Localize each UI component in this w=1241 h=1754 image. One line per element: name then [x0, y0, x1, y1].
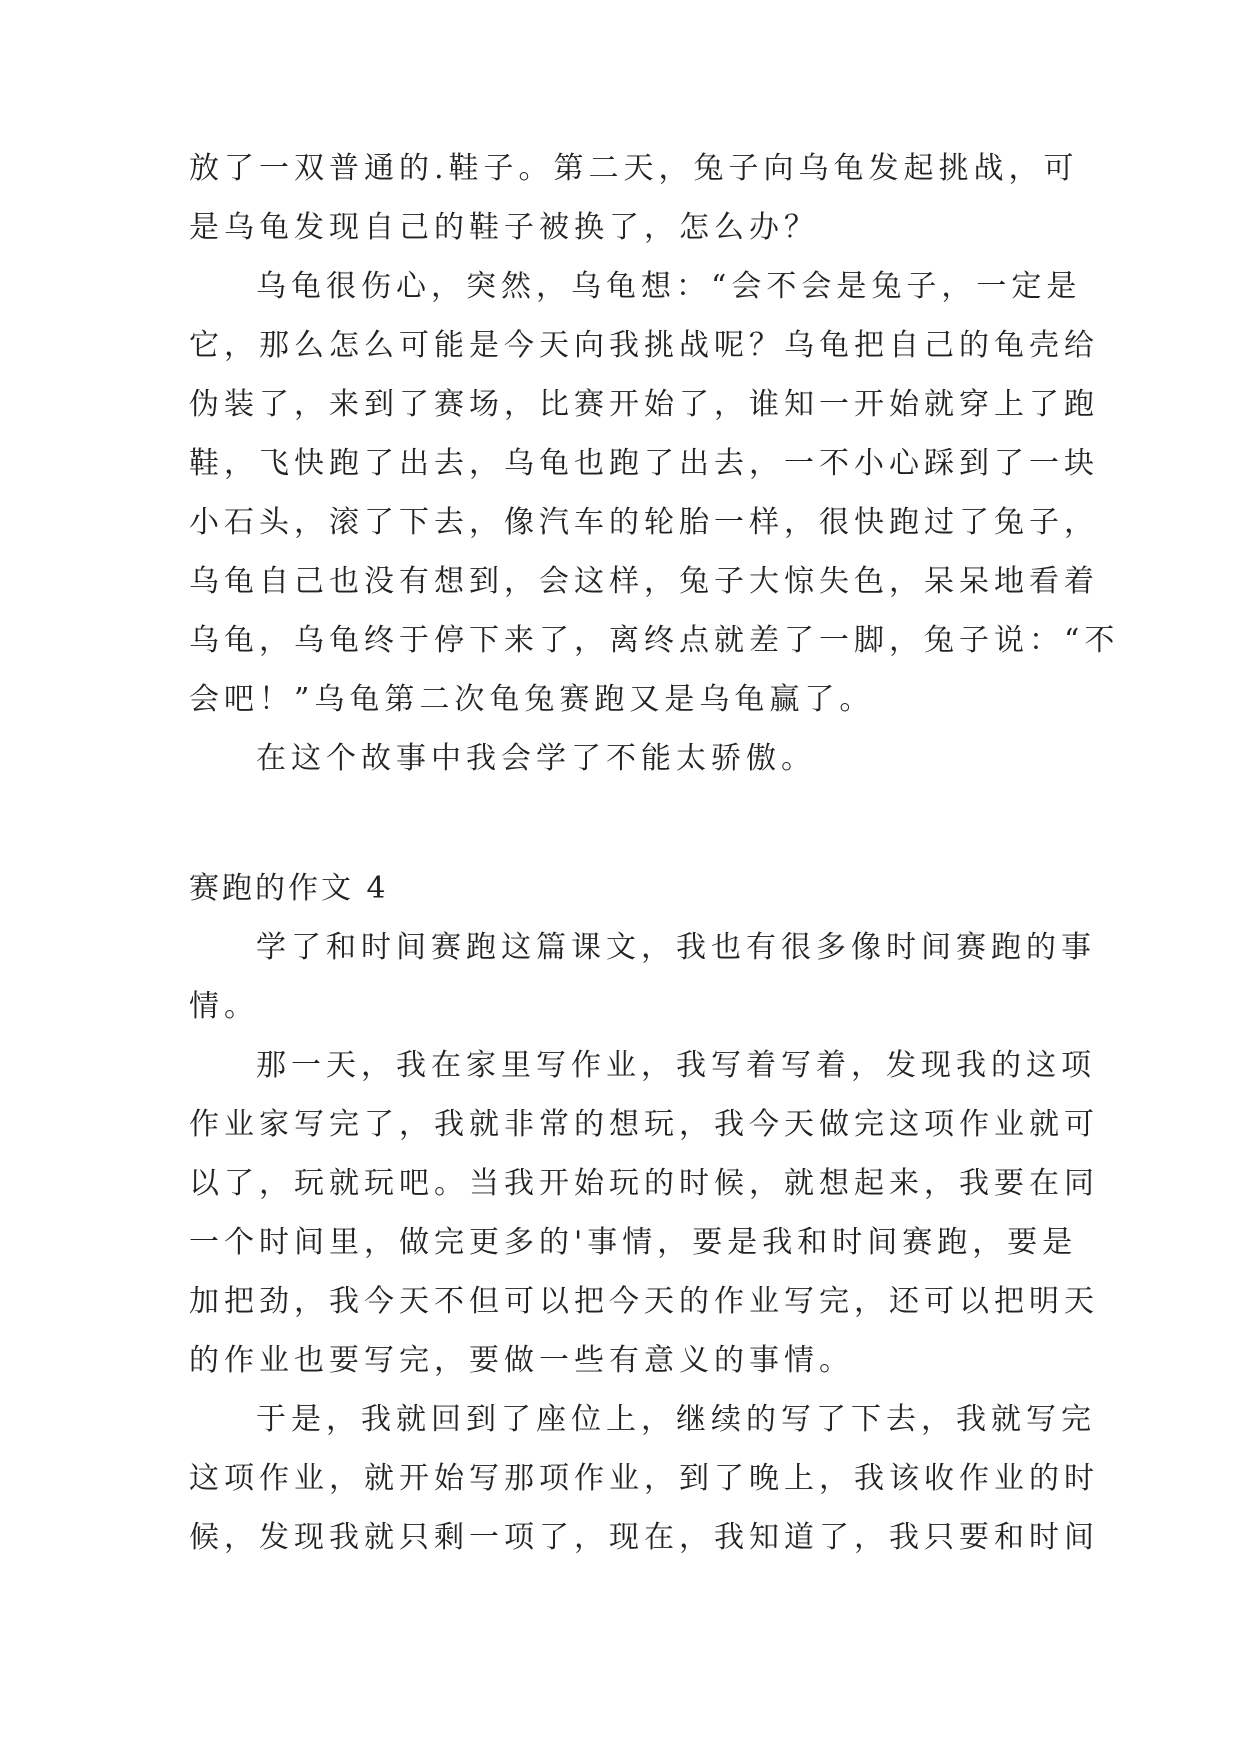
text-line: 鞋，飞快跑了出去，乌龟也跑了出去，一不小心踩到了一块 [189, 446, 1099, 481]
essay-4-body [189, 918, 1099, 1567]
text-line: 加把劲，我今天不但可以把今天的作业写完，还可以把明天 [189, 1284, 1099, 1319]
text-line: 一个时间里，做完更多的'事情，要是我和时间赛跑，要是 [189, 1225, 1078, 1260]
text-line: 放了一双普通的.鞋子。第二天，兔子向乌龟发起挑战，可 [189, 151, 1079, 186]
text-line: 会吧！”乌龟第二次龟兔赛跑又是乌龟赢了。 [189, 682, 875, 717]
paragraph-start-line: 学了和时间赛跑这篇课文，我也有很多像时间赛跑的事 [256, 930, 1096, 965]
paragraph-start-line: 那一天，我在家里写作业，我写着写着，发现我的这项 [256, 1048, 1096, 1083]
text-line: 这项作业，就开始写那项作业，到了晚上，我该收作业的时 [189, 1461, 1099, 1496]
section-heading: 赛跑的作文 4 [189, 871, 389, 906]
text-line: 候，发现我就只剩一项了，现在，我知道了，我只要和时间 [189, 1520, 1099, 1555]
paragraph-start-line: 于是，我就回到了座位上，继续的写了下去，我就写完 [256, 1402, 1096, 1437]
text-line: 它，那么怎么可能是今天向我挑战呢？乌龟把自己的龟壳给 [189, 328, 1099, 363]
text-line: 伪装了，来到了赛场，比赛开始了，谁知一开始就穿上了跑 [189, 387, 1099, 422]
text-line: 乌龟，乌龟终于停下来了，离终点就差了一脚，兔子说：“不 [189, 623, 1120, 658]
text-line: 是乌龟发现自己的鞋子被换了，怎么办？ [189, 210, 819, 245]
paragraph-start-line: 乌龟很伤心，突然，乌龟想：“会不会是兔子，一定是 [256, 269, 1082, 304]
text-line: 情。 [189, 989, 259, 1024]
text-line: 以了，玩就玩吧。当我开始玩的时候，就想起来，我要在同 [189, 1166, 1099, 1201]
text-line: 作业家写完了，我就非常的想玩，我今天做完这项作业就可 [189, 1107, 1099, 1142]
text-line: 小石头，滚了下去，像汽车的轮胎一样，很快跑过了兔子， [189, 505, 1099, 540]
story-continuation [189, 139, 1120, 788]
text-line: 乌龟自己也没有想到，会这样，兔子大惊失色，呆呆地看着 [189, 564, 1099, 599]
text-line: 的作业也要写完，要做一些有意义的事情。 [189, 1343, 854, 1378]
paragraph-start-line: 在这个故事中我会学了不能太骄傲。 [256, 741, 816, 776]
